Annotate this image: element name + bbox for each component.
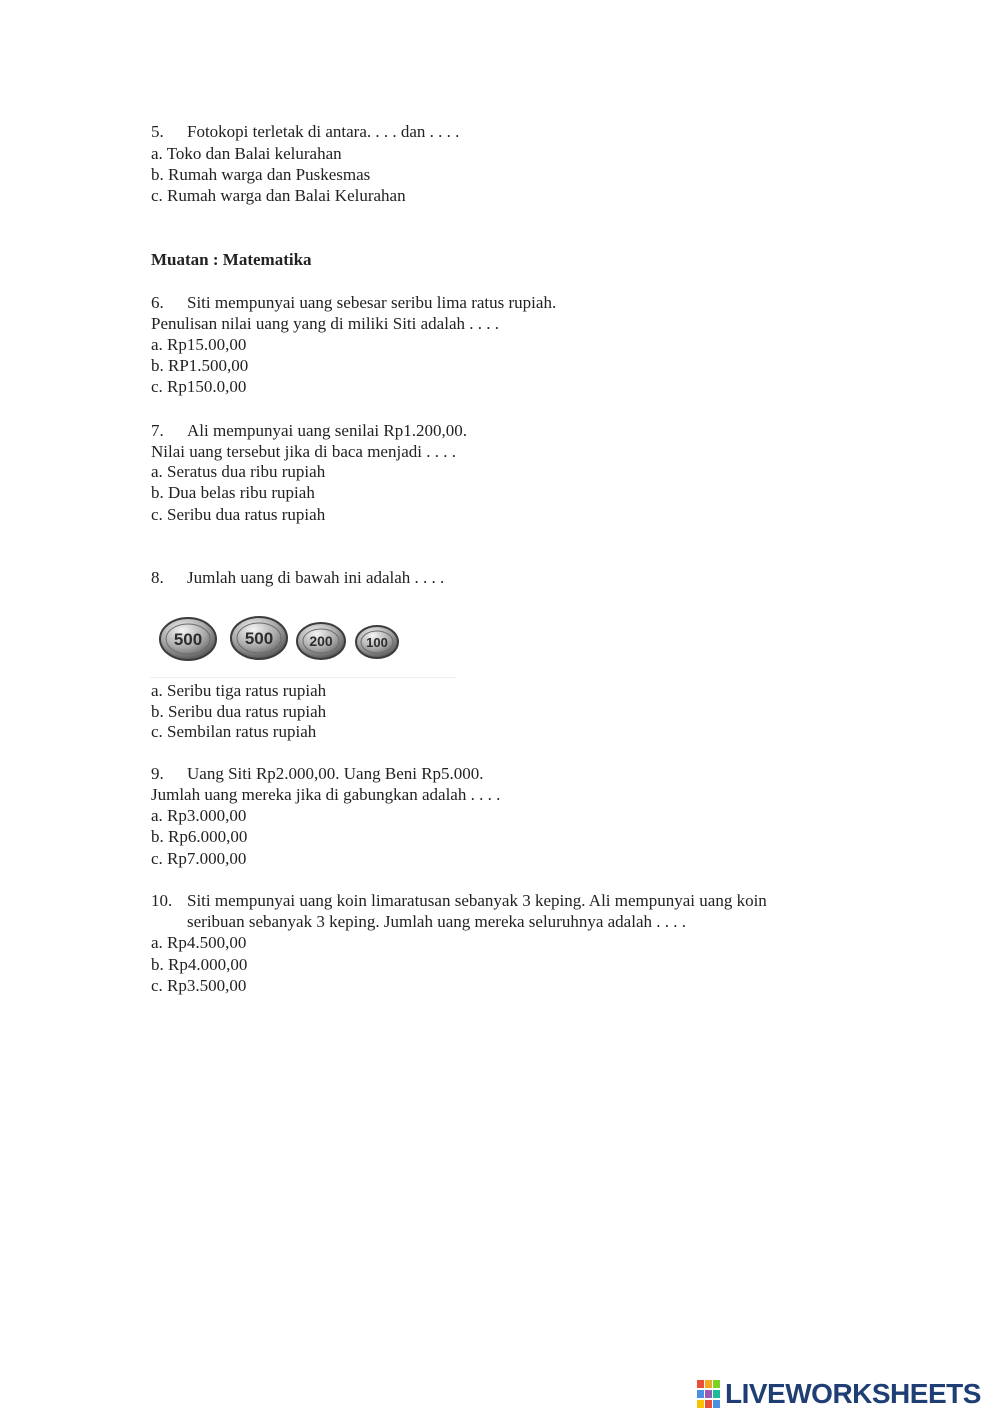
question-text: Ali mempunyai uang senilai Rp1.200,00. [187,421,467,440]
question-number: 5. [151,122,164,141]
option-8b: b. Seribu dua ratus rupiah [151,702,327,721]
logo-text: LIVEWORKSHEETS [725,1378,981,1409]
logo-icon [697,1379,721,1409]
option-7b: b. Dua belas ribu rupiah [151,483,315,502]
question-number: 9. [151,764,164,783]
question-text: Jumlah uang di bawah ini adalah . . . . [187,568,445,587]
question-6-subtext: Penulisan nilai uang yang di miliki Siti adalah . . . . [151,314,499,333]
option-6b: b. RP1.500,00 [151,356,249,375]
option-6c: c. Rp150.0,00 [151,377,247,396]
option-9a: a. Rp3.000,00 [151,806,247,825]
option-8c: c. Sembilan ratus rupiah [151,722,317,741]
coin-value: 500 [173,630,203,649]
coin-value: 100 [366,635,388,650]
coins-illustration [150,612,456,678]
question-9 [151,763,484,784]
coin-500-b [231,617,287,659]
coin-value: 500 [244,629,274,648]
option-8a: a. Seribu tiga ratus rupiah [151,681,327,700]
divider [150,677,456,678]
option-9b: b. Rp6.000,00 [151,827,248,846]
coin-value: 200 [309,633,333,649]
question-number: 6. [151,293,164,312]
coin-500-a [160,618,216,660]
option-6a: a. Rp15.00,00 [151,335,247,354]
question-7-subtext: Nilai uang tersebut jika di baca menjadi . . . . [151,442,456,461]
option-10b: b. Rp4.000,00 [151,955,248,974]
question-7 [151,420,467,441]
question-10-continuation: seribuan sebanyak 3 keping. Jumlah uang mereka seluruhnya adalah . . . . [187,912,686,931]
option-5b: b. Rumah warga dan Puskesmas [151,165,371,184]
question-text: Siti mempunyai uang koin limaratusan sebanyak 3 keping. Ali mempunyai uang koin [187,891,767,910]
question-5 [151,121,459,142]
question-number: 8. [151,568,164,587]
question-9-subtext: Jumlah uang mereka jika di gabungkan adalah . . . . [151,785,501,804]
question-text: Uang Siti Rp2.000,00. Uang Beni Rp5.000. [187,764,484,783]
option-7a: a. Seratus dua ribu rupiah [151,462,326,481]
question-6 [151,292,556,313]
option-7c: c. Seribu dua ratus rupiah [151,505,326,524]
question-text: Fotokopi terletak di antara. . . . dan . . . . [187,122,460,141]
coin-200 [297,623,345,659]
option-5a: a. Toko dan Balai kelurahan [151,144,342,163]
question-number: 10. [151,891,173,910]
question-10 [151,890,767,911]
question-text: Siti mempunyai uang sebesar seribu lima ratus rupiah. [187,293,557,312]
option-10c: c. Rp3.500,00 [151,976,247,995]
section-heading: Muatan : Matematika [151,250,312,269]
liveworksheets-logo [697,1378,981,1410]
option-9c: c. Rp7.000,00 [151,849,247,868]
question-number: 7. [151,421,164,440]
coin-100 [356,626,398,658]
option-5c: c. Rumah warga dan Balai Kelurahan [151,186,406,205]
question-8 [151,567,444,588]
option-10a: a. Rp4.500,00 [151,933,247,952]
